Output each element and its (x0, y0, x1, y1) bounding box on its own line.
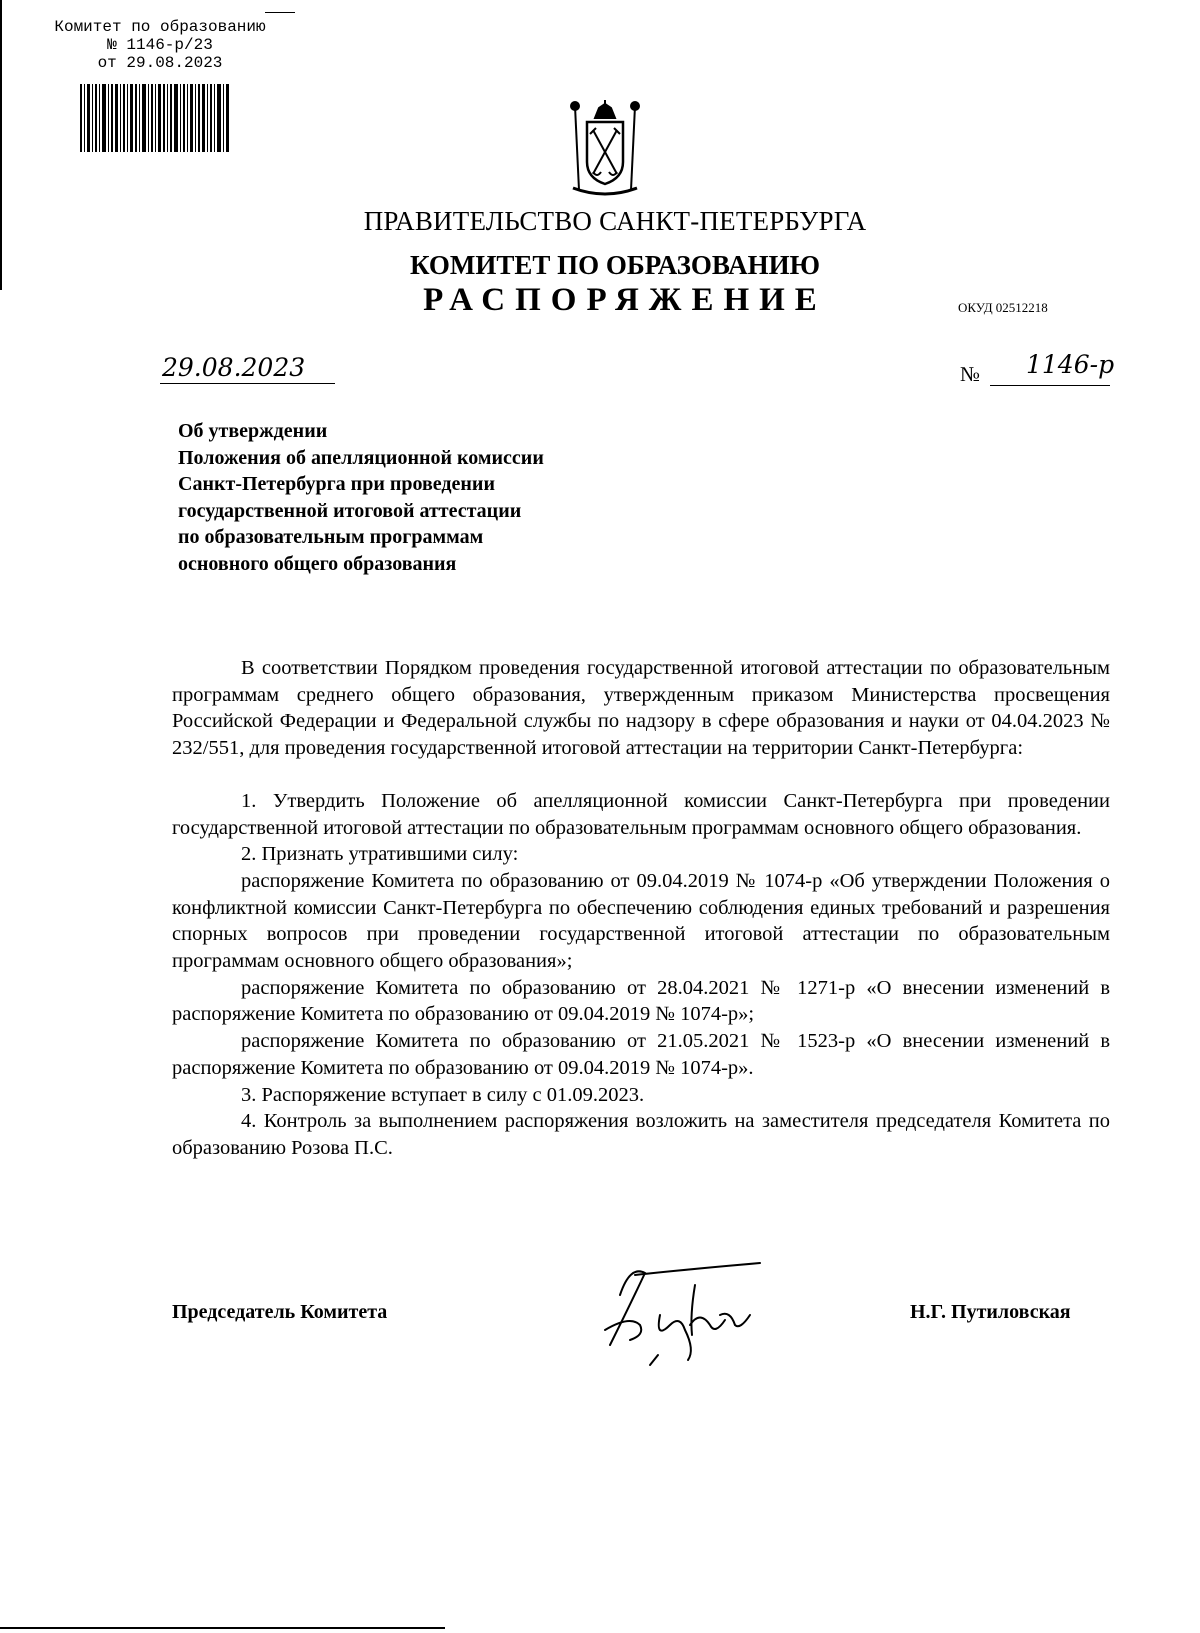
subject-line: Об утверждении (178, 420, 328, 442)
subject-line: Санкт-Петербурга при проведении (178, 473, 495, 495)
stamp-rule (265, 12, 295, 13)
handwritten-signature (600, 1255, 780, 1370)
clause-2-item-b: распоряжение Комитета по образованию от 28.04.2021 № 1271-р «О внесении изменений в распоряжение Комитета по образованию от 09.04.2019 № 1074-р»; (172, 976, 1110, 1026)
document-subject (178, 418, 544, 577)
document-type: РАСПОРЯЖЕНИЕ (423, 282, 827, 318)
document-number: 1146-р (1026, 350, 1115, 379)
number-label: № (960, 362, 981, 386)
stamp-line-organization: Комитет по образованию (54, 18, 266, 36)
government-title: ПРАВИТЕЛЬСТВО САНКТ-ПЕТЕРБУРГА (363, 206, 867, 236)
scan-edge-line (0, 0, 2, 290)
coat-of-arms-icon (565, 100, 645, 200)
stamp-line-date: от 29.08.2023 (97, 54, 223, 72)
clause-4: 4. Контроль за выполнением распоряжения возложить на заместителя председателя Комитета по образованию Розова П.С. (172, 1110, 1110, 1159)
subject-line: государственной итоговой аттестации (178, 499, 522, 522)
clause-2-item-c: распоряжение Комитета по образованию от 21.05.2021 № 1523-р «О внесении изменений в распоряжение Комитета по образованию от 09.04.2019 № 1074-р». (172, 1030, 1110, 1079)
okud-code: ОКУД 02512218 (958, 300, 1048, 315)
subject-line: Положения об апелляционной комиссии (178, 446, 544, 469)
barcode-icon (80, 84, 230, 152)
subject-line: по образовательным программам (178, 526, 484, 548)
preamble-paragraph: В соответствии Порядком проведения государственной итоговой аттестации по образовательным программам среднего общего образования, утвержденным приказом Министерства просвещения Российской Федерации и Федеральной службы по надзору в сфере образования и науки от 04.04.2023 № 232/551, для проведения государственной итоговой аттестации на территории Санкт-Петербурга: (172, 657, 1110, 760)
signatory-title: Председатель Комитета (172, 1301, 388, 1323)
committee-title: КОМИТЕТ ПО ОБРАЗОВАНИЮ (409, 250, 821, 280)
bottom-rule (0, 1627, 445, 1629)
document-date: 29.08.2023 (162, 353, 306, 382)
signatory-name: Н.Г. Путиловская (910, 1301, 1071, 1323)
clause-2: 2. Признать утратившими силу: (241, 843, 519, 866)
clause-2-item-a: распоряжение Комитета по образованию от 09.04.2019 № 1074-р «Об утверждении Положения о конфликтной комиссии Санкт-Петербурга по обеспечению соблюдения единых требований и разрешения спорных вопросов при проведении государственной итоговой аттестации по образовательным программам основного общего образования»; (172, 869, 1110, 973)
date-underline (160, 383, 335, 384)
registration-stamp (30, 18, 290, 72)
stamp-line-number: № 1146-р/23 (107, 36, 213, 54)
subject-line: основного общего образования (178, 552, 457, 575)
clause-1: 1. Утвердить Положение об апелляционной комиссии Санкт-Петербурга при проведении государственной итоговой аттестации по образовательным программам основного общего образования. (172, 789, 1110, 839)
number-underline (990, 385, 1110, 386)
clause-3: 3. Распоряжение вступает в силу с 01.09.2023. (241, 1083, 645, 1106)
document-body (172, 655, 1110, 1162)
